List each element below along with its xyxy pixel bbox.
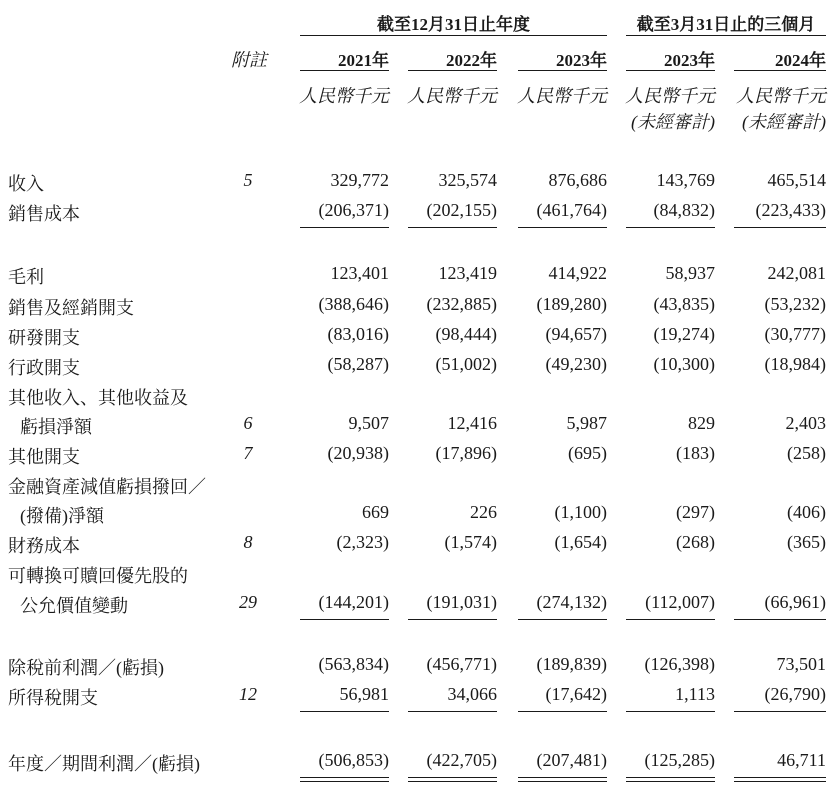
value-cell: (18,984): [764, 354, 826, 374]
total-double-rule: [518, 777, 607, 778]
row-label: 可轉換可贖回優先股的: [8, 566, 188, 586]
row-label: 年度／期間利潤／(虧損): [8, 754, 200, 774]
value-cell: (202,155): [426, 200, 497, 220]
value-cell: (268): [676, 532, 715, 552]
row-label: 研發開支: [8, 328, 80, 348]
value-cell: (406): [787, 502, 826, 522]
total-double-rule: [408, 781, 497, 782]
total-double-rule: [300, 777, 389, 778]
value-cell: (223,433): [755, 200, 826, 220]
value-cell: (144,201): [318, 592, 389, 612]
row-label-continued: (撥備)淨額: [20, 506, 104, 526]
value-cell: (10,300): [653, 354, 715, 374]
subtotal-rule: [626, 711, 715, 712]
value-cell: (297): [676, 502, 715, 522]
row-label-continued: 虧損淨額: [20, 417, 92, 437]
note-ref: 6: [243, 413, 253, 433]
value-cell: (422,705): [426, 750, 497, 770]
subtotal-rule: [626, 619, 715, 620]
unaudited-note: (未經審計): [631, 112, 715, 132]
value-cell: (258): [787, 443, 826, 463]
total-double-rule: [626, 777, 715, 778]
total-double-rule: [300, 781, 389, 782]
year-header: 2022年: [446, 51, 497, 70]
row-label: 毛利: [8, 267, 44, 287]
value-cell: (26,790): [764, 684, 826, 704]
row-label: 其他收入、其他收益及: [8, 388, 188, 408]
value-cell: (17,642): [545, 684, 607, 704]
value-cell: (20,938): [327, 443, 389, 463]
value-cell: (506,853): [318, 750, 389, 770]
value-cell: 876,686: [548, 170, 607, 190]
year-underline: [626, 70, 715, 71]
value-cell: (456,771): [426, 654, 497, 674]
value-cell: 669: [362, 502, 389, 522]
group-rule-quarter: [626, 35, 826, 36]
value-cell: 329,772: [330, 170, 389, 190]
row-label: 其他開支: [8, 447, 80, 467]
note-column-header: 附註: [231, 50, 267, 70]
value-cell: (19,274): [653, 324, 715, 344]
total-double-rule: [518, 781, 607, 782]
value-cell: 465,514: [767, 170, 826, 190]
value-cell: 5,987: [566, 413, 607, 433]
total-double-rule: [626, 781, 715, 782]
note-ref: 12: [239, 684, 257, 704]
value-cell: 58,937: [665, 263, 715, 283]
value-cell: (98,444): [435, 324, 497, 344]
value-cell: 226: [470, 502, 497, 522]
value-cell: 9,507: [348, 413, 389, 433]
value-cell: (84,832): [653, 200, 715, 220]
note-ref: 29: [239, 592, 257, 612]
row-label: 除稅前利潤／(虧損): [8, 658, 164, 678]
subtotal-rule: [408, 227, 497, 228]
value-cell: (17,896): [435, 443, 497, 463]
value-cell: (112,007): [645, 592, 715, 612]
value-cell: (43,835): [653, 294, 715, 314]
subtotal-rule: [518, 619, 607, 620]
value-cell: (1,100): [554, 502, 607, 522]
value-cell: (365): [787, 532, 826, 552]
value-cell: 73,501: [776, 654, 826, 674]
value-cell: (53,232): [764, 294, 826, 314]
subtotal-rule: [734, 619, 826, 620]
currency-header: 人民幣千元: [407, 86, 497, 106]
value-cell: (30,777): [764, 324, 826, 344]
row-label: 銷售及經銷開支: [8, 298, 134, 318]
subtotal-rule: [408, 711, 497, 712]
value-cell: (49,230): [545, 354, 607, 374]
year-header: 2021年: [338, 51, 389, 70]
row-label: 財務成本: [8, 536, 80, 556]
value-cell: (563,834): [318, 654, 389, 674]
value-cell: (274,132): [536, 592, 607, 612]
value-cell: (232,885): [426, 294, 497, 314]
subtotal-rule: [518, 227, 607, 228]
value-cell: (1,654): [554, 532, 607, 552]
subtotal-rule: [518, 711, 607, 712]
year-underline: [734, 70, 826, 71]
subtotal-rule: [300, 711, 389, 712]
value-cell: 325,574: [438, 170, 497, 190]
value-cell: (189,839): [536, 654, 607, 674]
value-cell: (695): [568, 443, 607, 463]
value-cell: (189,280): [536, 294, 607, 314]
value-cell: (207,481): [536, 750, 607, 770]
note-ref: 8: [243, 532, 253, 552]
value-cell: (206,371): [318, 200, 389, 220]
value-cell: (51,002): [435, 354, 497, 374]
group-rule-fiscal-year: [300, 35, 607, 36]
subtotal-rule: [626, 227, 715, 228]
value-cell: (66,961): [764, 592, 826, 612]
subtotal-rule: [300, 619, 389, 620]
value-cell: (388,646): [318, 294, 389, 314]
currency-header: 人民幣千元: [736, 86, 826, 106]
value-cell: (83,016): [327, 324, 389, 344]
row-label: 所得稅開支: [8, 688, 98, 708]
value-cell: 46,711: [777, 750, 826, 770]
value-cell: (1,574): [444, 532, 497, 552]
row-label: 行政開支: [8, 358, 80, 378]
value-cell: 143,769: [656, 170, 715, 190]
value-cell: 829: [688, 413, 715, 433]
note-ref: 7: [243, 443, 253, 463]
value-cell: (191,031): [426, 592, 497, 612]
value-cell: 414,922: [548, 263, 607, 283]
value-cell: 12,416: [447, 413, 497, 433]
value-cell: (58,287): [327, 354, 389, 374]
value-cell: 56,981: [339, 684, 389, 704]
value-cell: 34,066: [447, 684, 497, 704]
total-double-rule: [408, 777, 497, 778]
year-header: 2023年: [664, 51, 715, 70]
total-double-rule: [734, 781, 826, 782]
value-cell: (2,323): [336, 532, 389, 552]
currency-header: 人民幣千元: [625, 86, 715, 106]
value-cell: 123,401: [330, 263, 389, 283]
subtotal-rule: [300, 227, 389, 228]
value-cell: 242,081: [767, 263, 826, 283]
year-header: 2024年: [775, 51, 826, 70]
value-cell: 123,419: [438, 263, 497, 283]
year-underline: [518, 70, 607, 71]
group-header-quarter: 截至3月31日止的三個月: [636, 15, 816, 34]
subtotal-rule: [734, 227, 826, 228]
value-cell: (183): [676, 443, 715, 463]
unaudited-note: (未經審計): [742, 112, 826, 132]
row-label-continued: 公允價值變動: [20, 596, 128, 616]
group-header-fiscal-year: 截至12月31日止年度: [377, 15, 530, 34]
note-ref: 5: [243, 170, 253, 190]
year-underline: [300, 70, 389, 71]
currency-header: 人民幣千元: [299, 86, 389, 106]
row-label: 銷售成本: [8, 204, 80, 224]
total-double-rule: [734, 777, 826, 778]
subtotal-rule: [734, 711, 826, 712]
value-cell: 2,403: [785, 413, 826, 433]
row-label: 金融資產減值虧損撥回／: [8, 477, 206, 497]
value-cell: (94,657): [545, 324, 607, 344]
year-underline: [408, 70, 497, 71]
value-cell: 1,113: [675, 684, 715, 704]
row-label: 收入: [8, 174, 44, 194]
value-cell: (461,764): [536, 200, 607, 220]
value-cell: (126,398): [644, 654, 715, 674]
value-cell: (125,285): [644, 750, 715, 770]
subtotal-rule: [408, 619, 497, 620]
year-header: 2023年: [556, 51, 607, 70]
currency-header: 人民幣千元: [517, 86, 607, 106]
